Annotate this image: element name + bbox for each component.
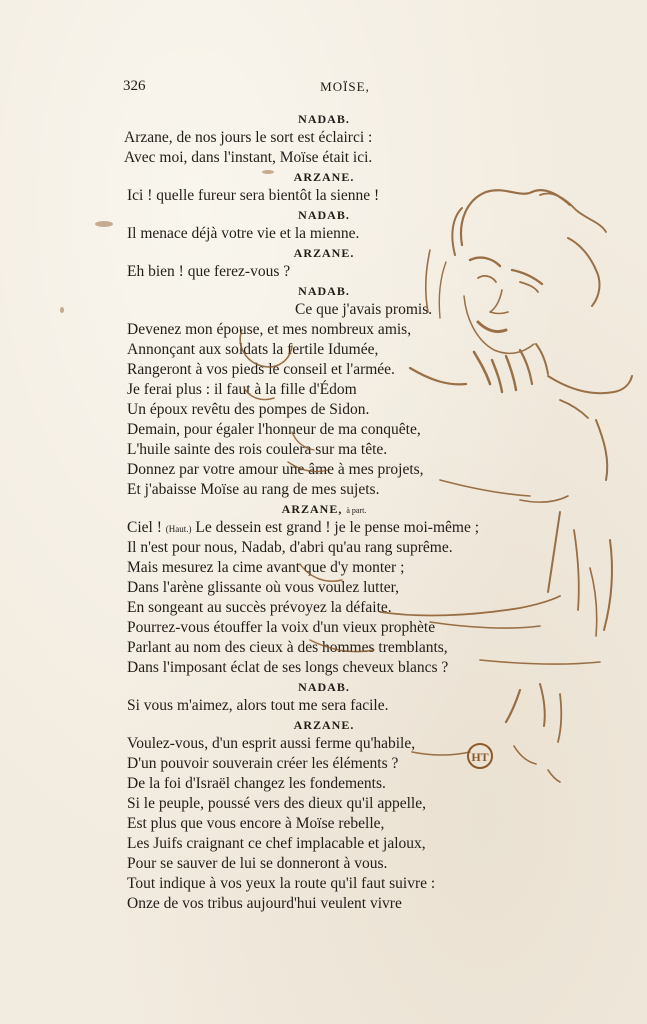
verse-line: Arzane, de nos jours le sort est éclairci : bbox=[124, 129, 373, 146]
stage-direction: à part. bbox=[346, 506, 367, 515]
running-title: MOÏSE, bbox=[320, 79, 370, 94]
page-number: 326 bbox=[123, 78, 146, 94]
verse-line: Pourrez-vous étouffer la voix d'un vieux prophète bbox=[127, 619, 436, 636]
speaker-name: ARZANE. bbox=[293, 246, 355, 260]
verse-line: Les Juifs craignant ce chef implacable et jaloux, bbox=[127, 835, 426, 852]
speaker-name: ARZANE. bbox=[293, 718, 355, 732]
verse-line: Ciel ! (Haut.) Le dessein est grand ! je le pense moi-même ; bbox=[127, 519, 480, 536]
verse-line: De la foi d'Israël changez les fondements. bbox=[127, 775, 386, 792]
verse-line: Si vous m'aimez, alors tout me sera facile. bbox=[127, 697, 389, 714]
sketch-body-stroke bbox=[604, 540, 612, 630]
verse-line: Avec moi, dans l'instant, Moïse était ici. bbox=[124, 149, 373, 166]
sketch-collar-stroke bbox=[506, 356, 516, 390]
sketch-body-stroke bbox=[548, 376, 632, 393]
sketch-body-stroke bbox=[560, 400, 588, 418]
sketch-body-stroke bbox=[590, 568, 597, 636]
verse-line: Voulez-vous, d'un esprit aussi ferme qu'habile, bbox=[127, 735, 416, 752]
play-dialogue bbox=[124, 110, 504, 914]
verse-line: Ici ! quelle fureur sera bientôt la sienne ! bbox=[127, 187, 380, 204]
sketch-collar-stroke bbox=[520, 350, 532, 384]
sketch-lower-stroke bbox=[558, 694, 561, 742]
verse-line: Je ferai plus : il faut à la fille d'Édom bbox=[127, 381, 357, 398]
sketch-hair-stroke bbox=[540, 193, 606, 232]
stage-direction: (Haut.) bbox=[165, 524, 192, 534]
speaker-name: NADAB. bbox=[298, 112, 350, 126]
sketch-hair-stroke bbox=[568, 238, 599, 306]
verse-line: D'un pouvoir souverain créer les éléments ? bbox=[127, 755, 399, 772]
sketch-body-stroke bbox=[574, 530, 579, 610]
speaker-name: ARZANE. bbox=[293, 170, 355, 184]
speaker-name: NADAB. bbox=[298, 284, 350, 298]
sketch-lower-stroke bbox=[514, 746, 536, 764]
speaker-label: ARZANE, bbox=[281, 502, 343, 516]
verse-line: Ce que j'avais promis. bbox=[295, 301, 433, 318]
verse-line: Si le peuple, poussé vers des dieux qu'il appelle, bbox=[127, 795, 426, 812]
speaker-name bbox=[104, 500, 544, 518]
ink-spot bbox=[60, 307, 64, 313]
verse-line: Demain, pour égaler l'honneur de ma conquête, bbox=[127, 421, 421, 438]
verse-line: Onze de vos tribus aujourd'hui veulent vivre bbox=[127, 895, 402, 912]
verse-line: Tout indique à vos yeux la route qu'il faut suivre : bbox=[127, 875, 436, 892]
verse-line: Il menace déjà votre vie et la mienne. bbox=[127, 225, 360, 242]
verse-line: Pour se sauver de lui se donneront à vous. bbox=[127, 855, 388, 872]
verse-line: Il n'est pour nous, Nadab, d'abri qu'au rang suprême. bbox=[127, 539, 453, 556]
speaker-name: NADAB. bbox=[298, 208, 350, 222]
verse-line: L'huile sainte des rois coulera sur ma tête. bbox=[127, 441, 388, 458]
verse-line: Rangeront à vos pieds le conseil et l'armée. bbox=[127, 361, 395, 378]
verse-line: Un époux revêtu des pompes de Sidon. bbox=[127, 401, 370, 418]
sketch-body-stroke bbox=[596, 420, 607, 480]
speaker-name: NADAB. bbox=[298, 680, 350, 694]
verse-line: Donnez par votre amour une âme à mes projets, bbox=[127, 461, 424, 478]
verse-line: Dans l'imposant éclat de ses longs cheveux blancs ? bbox=[127, 659, 449, 676]
verse-line: Est plus que vous encore à Moïse rebelle, bbox=[127, 815, 385, 832]
sketch-body-stroke bbox=[548, 512, 560, 592]
monogram-letters: HT bbox=[471, 750, 489, 764]
sketch-lower-stroke bbox=[548, 770, 560, 782]
verse-line: En songeant au succès prévoyez la défaite. bbox=[127, 599, 392, 616]
verse-line: Eh bien ! que ferez-vous ? bbox=[127, 263, 291, 280]
verse-line: Mais mesurez la cime avant que d'y monter ; bbox=[127, 559, 405, 576]
verse-line: Parlant au nom des cieux à des hommes tremblants, bbox=[127, 639, 448, 656]
page-header bbox=[0, 78, 647, 98]
verse-line: Et j'abaisse Moïse au rang de mes sujets. bbox=[127, 481, 380, 498]
verse-line: Dans l'arène glissante où vous voulez lutter, bbox=[127, 579, 400, 596]
sketch-collar-stroke bbox=[536, 344, 548, 374]
verse-line: Annonçant aux soldats la fertile Idumée, bbox=[127, 341, 379, 358]
verse-line: Devenez mon épouse, et mes nombreux amis, bbox=[127, 321, 412, 338]
